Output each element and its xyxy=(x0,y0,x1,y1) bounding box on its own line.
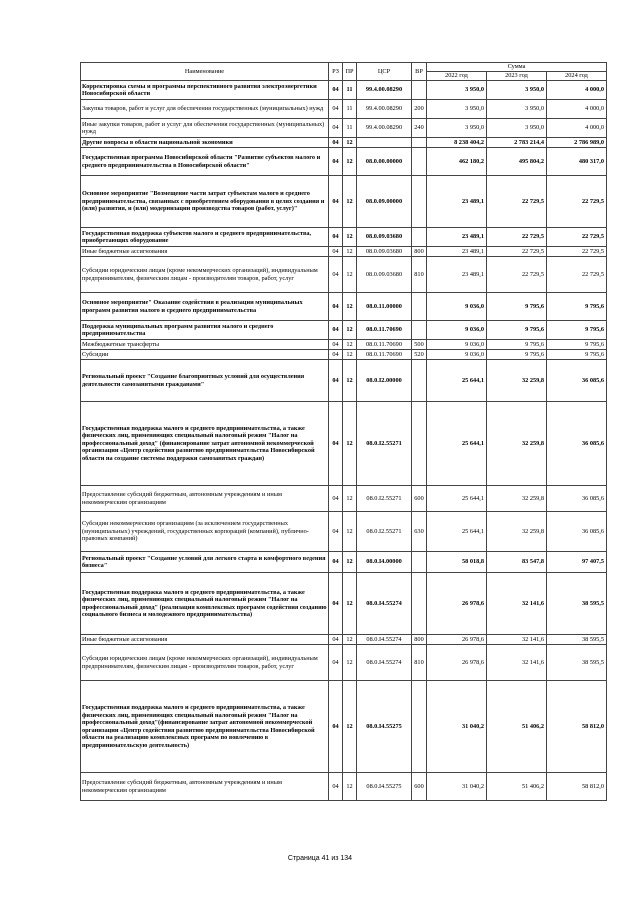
cell-name: Закупка товаров, работ и услуг для обеспечения государственных (муниципальных) нужд xyxy=(81,100,329,119)
cell-2022: 23 489,1 xyxy=(427,228,487,247)
cell-2023: 495 804,2 xyxy=(487,148,547,176)
cell-2024: 97 407,5 xyxy=(547,552,607,573)
cell-vr xyxy=(412,148,427,176)
cell-2024: 9 795,6 xyxy=(547,340,607,350)
cell-rz: 04 xyxy=(329,138,343,148)
cell-name: Иные закупки товаров, работ и услуг для обеспечения государственных (муниципальных) нужд xyxy=(81,119,329,138)
table-row xyxy=(81,552,607,573)
cell-vr xyxy=(412,360,427,402)
cell-vr xyxy=(412,293,427,321)
cell-2024: 9 795,6 xyxy=(547,321,607,340)
cell-2024: 38 595,5 xyxy=(547,645,607,681)
cell-rz: 04 xyxy=(329,148,343,176)
cell-2024: 22 729,5 xyxy=(547,247,607,257)
cell-rz: 04 xyxy=(329,681,343,773)
cell-csr: 08.0.I4.55274 xyxy=(357,635,412,645)
table-row xyxy=(81,773,607,801)
cell-2022: 26 978,6 xyxy=(427,645,487,681)
header-csr: ЦСР xyxy=(357,63,412,81)
header-year-2024: 2024 год xyxy=(547,72,607,81)
cell-vr xyxy=(412,681,427,773)
cell-csr: 08.0.11.70690 xyxy=(357,340,412,350)
table-row xyxy=(81,486,607,512)
cell-csr: 08.0.I2.55271 xyxy=(357,486,412,512)
cell-pr: 12 xyxy=(343,573,357,635)
cell-2024: 36 085,6 xyxy=(547,486,607,512)
cell-2024: 58 812,0 xyxy=(547,773,607,801)
cell-rz: 04 xyxy=(329,486,343,512)
cell-rz: 04 xyxy=(329,350,343,360)
cell-2024: 58 812,0 xyxy=(547,681,607,773)
cell-pr: 11 xyxy=(343,81,357,100)
cell-name: Другие вопросы в области национальной экономики xyxy=(81,138,329,148)
cell-pr: 12 xyxy=(343,402,357,486)
cell-2023: 9 795,6 xyxy=(487,350,547,360)
cell-vr: 800 xyxy=(412,247,427,257)
cell-vr xyxy=(412,573,427,635)
cell-pr: 12 xyxy=(343,148,357,176)
cell-pr: 12 xyxy=(343,293,357,321)
cell-csr: 08.0.I4.55274 xyxy=(357,645,412,681)
cell-rz: 04 xyxy=(329,645,343,681)
cell-rz: 04 xyxy=(329,402,343,486)
cell-name: Государственная поддержка малого и среднего предпринимательства, а также физических лиц, применяющих специальный налоговый режим "Налог на профессиональный доход" (реализация комплексных программ содействия созданию социального бизнеса и молодежного предпринимательства) xyxy=(81,573,329,635)
cell-2023: 32 141,6 xyxy=(487,635,547,645)
cell-pr: 12 xyxy=(343,257,357,293)
cell-csr: 08.0.09.00000 xyxy=(357,176,412,228)
table-row xyxy=(81,81,607,100)
cell-2022: 9 036,0 xyxy=(427,321,487,340)
cell-rz: 04 xyxy=(329,552,343,573)
cell-csr: 08.0.11.70690 xyxy=(357,350,412,360)
table-body xyxy=(81,81,607,801)
cell-rz: 04 xyxy=(329,573,343,635)
cell-vr xyxy=(412,228,427,247)
cell-vr: 240 xyxy=(412,119,427,138)
cell-vr: 600 xyxy=(412,773,427,801)
cell-2024: 480 317,0 xyxy=(547,148,607,176)
cell-2023: 3 950,0 xyxy=(487,100,547,119)
cell-csr: 08.0.00.00000 xyxy=(357,148,412,176)
cell-2022: 25 644,1 xyxy=(427,512,487,552)
cell-csr: 08.0.11.70690 xyxy=(357,321,412,340)
cell-vr: 810 xyxy=(412,257,427,293)
cell-csr: 99.4.00.08290 xyxy=(357,119,412,138)
cell-2022: 25 644,1 xyxy=(427,486,487,512)
cell-2024: 9 795,6 xyxy=(547,293,607,321)
table-row xyxy=(81,100,607,119)
cell-name: Государственная программа Новосибирской области "Развитие субъектов малого и среднего предпринимательства в Новосибирской области" xyxy=(81,148,329,176)
cell-csr: 08.0.I2.55271 xyxy=(357,512,412,552)
cell-rz: 04 xyxy=(329,293,343,321)
cell-rz: 04 xyxy=(329,340,343,350)
table-row xyxy=(81,360,607,402)
cell-pr: 12 xyxy=(343,360,357,402)
cell-2024: 22 729,5 xyxy=(547,257,607,293)
cell-2024: 9 795,6 xyxy=(547,350,607,360)
cell-csr: 08.0.I4.55275 xyxy=(357,681,412,773)
cell-rz: 04 xyxy=(329,176,343,228)
table-row xyxy=(81,119,607,138)
cell-rz: 04 xyxy=(329,119,343,138)
cell-vr: 810 xyxy=(412,645,427,681)
cell-2024: 22 729,5 xyxy=(547,176,607,228)
cell-vr: 200 xyxy=(412,100,427,119)
cell-csr: 08.0.I2.00000 xyxy=(357,360,412,402)
cell-vr xyxy=(412,81,427,100)
cell-csr: 08.0.11.00000 xyxy=(357,293,412,321)
cell-2022: 31 040,2 xyxy=(427,773,487,801)
cell-rz: 04 xyxy=(329,360,343,402)
cell-pr: 12 xyxy=(343,228,357,247)
cell-2024: 36 085,6 xyxy=(547,360,607,402)
cell-pr: 12 xyxy=(343,340,357,350)
table-row xyxy=(81,321,607,340)
cell-name: Межбюджетные трансферты xyxy=(81,340,329,350)
cell-2022: 26 978,6 xyxy=(427,573,487,635)
cell-2023: 83 547,8 xyxy=(487,552,547,573)
table-row xyxy=(81,176,607,228)
cell-2022: 25 644,1 xyxy=(427,360,487,402)
cell-pr: 12 xyxy=(343,321,357,340)
cell-rz: 04 xyxy=(329,635,343,645)
cell-name: Иные бюджетные ассигнования xyxy=(81,635,329,645)
cell-vr xyxy=(412,321,427,340)
cell-pr: 12 xyxy=(343,350,357,360)
cell-name: Предоставление субсидий бюджетным, автономным учреждениям и иным некоммерческим организациям xyxy=(81,773,329,801)
cell-rz: 04 xyxy=(329,321,343,340)
cell-name: Иные бюджетные ассигнования xyxy=(81,247,329,257)
cell-2023: 32 259,8 xyxy=(487,360,547,402)
cell-csr: 99.4.00.08290 xyxy=(357,100,412,119)
cell-name: Региональный проект "Создание благоприятных условий для осуществления деятельности самозанятыми гражданами" xyxy=(81,360,329,402)
header-name: Наименование xyxy=(81,63,329,81)
cell-rz: 04 xyxy=(329,247,343,257)
cell-name: Субсидии некоммерческим организациям (за исключением государственных (муниципальных) учреждений, государственных корпораций (компаний), публично-правовых компаний) xyxy=(81,512,329,552)
table-row xyxy=(81,635,607,645)
cell-vr: 500 xyxy=(412,340,427,350)
cell-pr: 11 xyxy=(343,100,357,119)
cell-2023: 22 729,5 xyxy=(487,228,547,247)
cell-vr xyxy=(412,402,427,486)
cell-rz: 04 xyxy=(329,257,343,293)
cell-2024: 2 786 989,0 xyxy=(547,138,607,148)
cell-csr xyxy=(357,138,412,148)
cell-pr: 12 xyxy=(343,552,357,573)
table-row xyxy=(81,257,607,293)
cell-2022: 31 040,2 xyxy=(427,681,487,773)
cell-2024: 22 729,5 xyxy=(547,228,607,247)
cell-csr: 08.0.I4.55275 xyxy=(357,773,412,801)
cell-csr: 08.0.09.03680 xyxy=(357,257,412,293)
cell-2024: 4 000,0 xyxy=(547,100,607,119)
cell-vr: 800 xyxy=(412,635,427,645)
page-number: Страница 41 из 134 xyxy=(287,855,353,862)
cell-vr xyxy=(412,176,427,228)
cell-2022: 9 036,0 xyxy=(427,350,487,360)
cell-2024: 38 595,5 xyxy=(547,573,607,635)
cell-2022: 3 950,0 xyxy=(427,81,487,100)
cell-rz: 04 xyxy=(329,100,343,119)
cell-rz: 04 xyxy=(329,81,343,100)
cell-name: Субсидии xyxy=(81,350,329,360)
cell-name: Субсидии юридическим лицам (кроме некоммерческих организаций), индивидуальным предпринимателям, физическим лицам - производителям товаров, работ, услуг xyxy=(81,645,329,681)
cell-csr: 08.0.09.03680 xyxy=(357,228,412,247)
cell-2024: 36 085,6 xyxy=(547,402,607,486)
table-row xyxy=(81,681,607,773)
cell-2022: 26 978,6 xyxy=(427,635,487,645)
cell-pr: 12 xyxy=(343,681,357,773)
budget-table xyxy=(80,62,607,801)
cell-2023: 3 950,0 xyxy=(487,119,547,138)
cell-2023: 51 406,2 xyxy=(487,681,547,773)
table-row xyxy=(81,573,607,635)
cell-2023: 22 729,5 xyxy=(487,176,547,228)
cell-pr: 12 xyxy=(343,645,357,681)
cell-pr: 12 xyxy=(343,773,357,801)
cell-name: Государственная поддержка малого и среднего предпринимательства, а также физических лиц, применяющих специальный налоговый режим "Налог на профессиональный доход"(финансирование затрат автономной некоммерческой организации «Центр содействия развитию предпринимательства Новосибирской области на реализацию комплексных программ по вовлечению в предпринимательскую деятельность) xyxy=(81,681,329,773)
cell-pr: 12 xyxy=(343,247,357,257)
cell-name: Основное мероприятие" Оказание содействия в реализации муниципальных программ развития малого и среднего предпринимательства xyxy=(81,293,329,321)
header-vr: ВР xyxy=(412,63,427,81)
header-pr: ПР xyxy=(343,63,357,81)
cell-pr: 11 xyxy=(343,119,357,138)
cell-2023: 32 259,8 xyxy=(487,402,547,486)
cell-csr: 99.4.00.08290 xyxy=(357,81,412,100)
cell-pr: 12 xyxy=(343,635,357,645)
cell-csr: 08.0.I2.55271 xyxy=(357,402,412,486)
cell-2022: 8 238 404,2 xyxy=(427,138,487,148)
cell-csr: 08.0.I4.00000 xyxy=(357,552,412,573)
cell-csr: 08.0.09.03680 xyxy=(357,247,412,257)
cell-2023: 22 729,5 xyxy=(487,257,547,293)
cell-2022: 3 950,0 xyxy=(427,119,487,138)
cell-vr: 600 xyxy=(412,486,427,512)
table-row xyxy=(81,350,607,360)
cell-name: Предоставление субсидий бюджетным, автономным учреждениям и иным некоммерческим организациям xyxy=(81,486,329,512)
cell-2024: 36 085,6 xyxy=(547,512,607,552)
cell-2023: 32 141,6 xyxy=(487,573,547,635)
cell-name: Государственная поддержка малого и среднего предпринимательства, а также физических лиц, применяющих специальный налоговый режим "Налог на профессиональный доход" (финансирование затрат автономной некоммерческой организации «Центр содействия развитию предпринимательства Новосибирской области на создание системы поддержки самозанятых граждан) xyxy=(81,402,329,486)
cell-csr: 08.0.I4.55274 xyxy=(357,573,412,635)
cell-2023: 51 406,2 xyxy=(487,773,547,801)
table-row xyxy=(81,340,607,350)
cell-rz: 04 xyxy=(329,512,343,552)
cell-2022: 23 489,1 xyxy=(427,247,487,257)
cell-vr xyxy=(412,138,427,148)
cell-2022: 3 950,0 xyxy=(427,100,487,119)
cell-pr: 12 xyxy=(343,512,357,552)
cell-2023: 2 783 214,4 xyxy=(487,138,547,148)
cell-name: Субсидии юридическим лицам (кроме некоммерческих организаций), индивидуальным предпринимателям, физическим лицам - производителям товаров, работ, услуг xyxy=(81,257,329,293)
cell-2023: 32 259,8 xyxy=(487,512,547,552)
table-row xyxy=(81,228,607,247)
table-row xyxy=(81,138,607,148)
header-sum: Сумма xyxy=(427,63,607,72)
header-rz: РЗ xyxy=(329,63,343,81)
cell-2022: 23 489,1 xyxy=(427,176,487,228)
cell-2023: 9 795,6 xyxy=(487,340,547,350)
cell-2022: 9 036,0 xyxy=(427,340,487,350)
table-row xyxy=(81,512,607,552)
cell-2022: 462 180,2 xyxy=(427,148,487,176)
cell-2024: 38 595,5 xyxy=(547,635,607,645)
cell-2023: 3 950,0 xyxy=(487,81,547,100)
cell-name: Региональный проект "Создание условий для легкого старта и комфортного ведения бизнеса" xyxy=(81,552,329,573)
cell-2022: 58 018,8 xyxy=(427,552,487,573)
table-row xyxy=(81,402,607,486)
cell-2022: 9 036,0 xyxy=(427,293,487,321)
header-year-2022: 2022 год xyxy=(427,72,487,81)
table-row xyxy=(81,247,607,257)
cell-name: Основное мероприятие "Возмещение части затрат субъектам малого и среднего предпринимательства, связанных с приобретением оборудования в целях создания и (или) развития, и (или) модернизации производства товаров (работ, услуг)" xyxy=(81,176,329,228)
table-row xyxy=(81,148,607,176)
cell-pr: 12 xyxy=(343,176,357,228)
table-row xyxy=(81,293,607,321)
cell-2023: 32 141,6 xyxy=(487,645,547,681)
cell-2024: 4 000,0 xyxy=(547,119,607,138)
cell-2023: 22 729,5 xyxy=(487,247,547,257)
cell-2023: 9 795,6 xyxy=(487,321,547,340)
cell-rz: 04 xyxy=(329,773,343,801)
cell-2023: 9 795,6 xyxy=(487,293,547,321)
cell-pr: 12 xyxy=(343,138,357,148)
table-row xyxy=(81,645,607,681)
cell-name: Корректировка схемы и программы перспективного развития электроэнергетики Новосибирской области xyxy=(81,81,329,100)
cell-vr: 520 xyxy=(412,350,427,360)
cell-2024: 4 000,0 xyxy=(547,81,607,100)
header-year-2023: 2023 год xyxy=(487,72,547,81)
cell-name: Поддержка муниципальных программ развития малого и среднего предпринимательства xyxy=(81,321,329,340)
cell-vr: 630 xyxy=(412,512,427,552)
cell-2022: 25 644,1 xyxy=(427,402,487,486)
cell-2022: 23 489,1 xyxy=(427,257,487,293)
cell-rz: 04 xyxy=(329,228,343,247)
budget-document xyxy=(80,62,606,801)
cell-2023: 32 259,8 xyxy=(487,486,547,512)
cell-vr xyxy=(412,552,427,573)
cell-pr: 12 xyxy=(343,486,357,512)
cell-name: Государственная поддержка субъектов малого и среднего предпринимательства, приобретающих оборудование xyxy=(81,228,329,247)
